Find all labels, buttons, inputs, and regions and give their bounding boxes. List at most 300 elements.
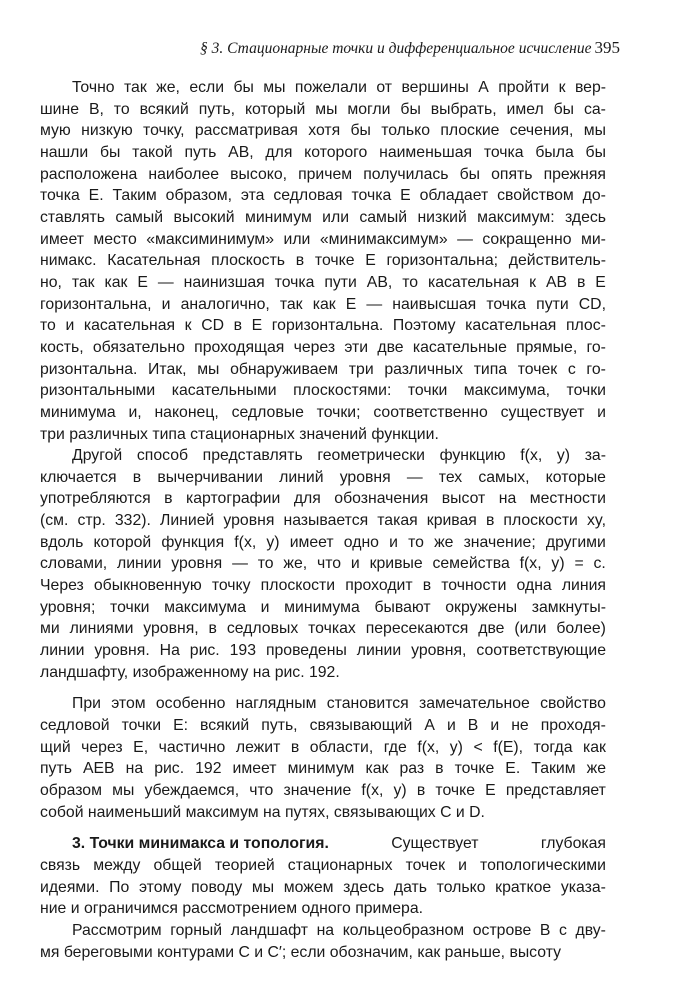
text-line [40, 597, 606, 619]
word: и [254, 943, 268, 961]
word: представляет [505, 782, 606, 799]
word: способ [136, 447, 189, 465]
word: то [402, 273, 419, 291]
word: нимакс. [40, 252, 97, 270]
word: и [161, 295, 171, 313]
word: место [93, 230, 137, 248]
word: путях, [284, 803, 334, 821]
word: B [539, 921, 551, 939]
word: минимум [287, 760, 355, 778]
word: лежит [235, 738, 281, 756]
word: f(x, [520, 447, 543, 465]
word: этому [138, 878, 182, 896]
word: топологическими [480, 856, 606, 874]
word: xy, [586, 512, 606, 530]
word: ключается [40, 468, 117, 486]
text-line [40, 715, 606, 737]
text-line [40, 942, 606, 964]
word: не [511, 717, 529, 735]
word: уровня [171, 555, 223, 573]
text-line [40, 207, 606, 229]
word: — [232, 555, 248, 573]
word: геометрически [317, 447, 425, 465]
word: проходящая [194, 338, 285, 356]
word: f(x, [519, 555, 542, 573]
word: но, [40, 273, 62, 291]
word: мы [251, 878, 275, 896]
word: мы [112, 782, 135, 799]
word: минимум [244, 208, 312, 226]
text-line [40, 445, 606, 467]
word: горный [170, 921, 223, 939]
word: ми- [580, 230, 606, 248]
word: которые [545, 468, 606, 486]
word: соответственно [373, 403, 488, 421]
word: точки [110, 598, 150, 616]
word: CD [201, 317, 225, 335]
word: убеждаемся, [144, 782, 240, 799]
word: самый [115, 208, 164, 226]
word: области, [309, 738, 374, 756]
word: или [283, 230, 311, 248]
word: касательными [171, 382, 277, 400]
word: бы [585, 143, 606, 161]
word: y) [449, 738, 463, 756]
word: поводу [191, 878, 243, 896]
word: то [40, 317, 56, 335]
word: значение [283, 782, 352, 799]
word: касательная [427, 273, 520, 291]
word: которого [304, 143, 368, 161]
word: y) [266, 533, 280, 551]
word: A [478, 79, 489, 96]
text-line [40, 402, 606, 424]
word: высоко, [230, 165, 287, 183]
word: теорией [214, 856, 275, 874]
word: выбрать, [430, 100, 497, 118]
word: 192 [195, 760, 222, 778]
word: здесь [343, 878, 385, 896]
word: вычерчивании [157, 468, 263, 486]
word: к [529, 273, 537, 291]
word: и, [128, 403, 142, 421]
word: касательная [83, 317, 176, 335]
word: здесь [564, 208, 606, 226]
word: функции. [371, 425, 439, 443]
paragraph-p5 [40, 920, 606, 963]
word: мую [40, 122, 71, 140]
word: могли [347, 100, 391, 118]
word: другими [545, 533, 606, 551]
word: плоскостями: [293, 382, 392, 400]
word: уровня; [40, 598, 96, 616]
word: и [65, 317, 75, 335]
word: с [567, 360, 576, 378]
word: хотя [308, 122, 341, 140]
word: в [416, 782, 426, 799]
word: с [559, 921, 567, 939]
text-line [40, 898, 606, 920]
word: проходит [345, 577, 413, 595]
word: мы [263, 79, 286, 96]
text-line [40, 315, 606, 337]
word: такой [132, 143, 173, 161]
word: Таким [531, 760, 576, 778]
word: ландшафт [230, 921, 308, 939]
text-line [40, 833, 606, 855]
word: мы [197, 360, 220, 378]
word: что [317, 555, 342, 573]
word: в [435, 760, 444, 778]
word: особенно [155, 695, 226, 713]
word: точек [405, 856, 445, 874]
word: бы [459, 165, 481, 183]
word: картографии [186, 490, 281, 508]
word: называется [283, 512, 369, 530]
word: седловые [231, 403, 304, 421]
word: — [457, 230, 473, 248]
word: пройти [498, 79, 550, 96]
word: раньше, [444, 943, 510, 961]
word: рис. [189, 642, 220, 660]
word: опять [491, 165, 533, 183]
word: Итак, [148, 360, 187, 378]
word: стационарных [287, 856, 393, 874]
word: E [365, 252, 376, 270]
word: го- [586, 338, 606, 356]
word: самых, [478, 468, 530, 486]
word: седловой [40, 717, 110, 735]
word: касательная [465, 317, 557, 335]
word: E. [88, 187, 104, 205]
word: наивысшая [392, 295, 477, 313]
word: A [424, 717, 435, 735]
word: вершины [401, 79, 469, 96]
word: са- [583, 100, 606, 118]
word: раз [399, 760, 425, 778]
word: общей [153, 856, 202, 874]
word: частично [158, 738, 226, 756]
word: Поэтому [392, 317, 456, 335]
word: тех [438, 468, 463, 486]
word: так [71, 273, 95, 291]
word: линии [356, 642, 402, 660]
word: на [125, 760, 144, 778]
word: для [293, 490, 321, 508]
word: различных [69, 425, 153, 443]
word: кольцеобразном [342, 921, 465, 939]
word: точка [40, 187, 80, 205]
word: на [263, 803, 285, 821]
word: По [109, 878, 130, 896]
word: c. [593, 555, 606, 573]
paragraph-p3 [40, 693, 606, 823]
word: бывают [374, 598, 431, 616]
text-line [40, 250, 606, 272]
word: для [265, 143, 293, 161]
word: ландшафту, [40, 663, 133, 681]
word: в [132, 468, 142, 486]
text-line [40, 185, 606, 207]
word: горизонтальна, [40, 295, 152, 313]
text-line [40, 532, 606, 554]
text-line [40, 758, 606, 780]
word: уровня. [94, 642, 150, 660]
word: или [322, 208, 350, 226]
word: так [124, 79, 147, 96]
word: всякий [200, 717, 250, 735]
word: и [389, 533, 398, 551]
word: точки; [316, 403, 361, 421]
word: которой [93, 533, 152, 551]
word: ми [40, 620, 60, 638]
word: же, [156, 79, 180, 96]
word: от [376, 79, 393, 96]
word: в [295, 252, 305, 270]
word: только [436, 878, 486, 896]
word: была [535, 143, 574, 161]
word: E: [173, 717, 188, 735]
word: имеет [289, 533, 334, 551]
word: и [458, 856, 467, 874]
word: и [260, 598, 270, 616]
text-line [40, 77, 606, 99]
word: одного [301, 900, 356, 918]
word: и [70, 900, 84, 918]
word: минимума [40, 403, 116, 421]
word: где [383, 738, 407, 756]
word: становится [326, 695, 409, 713]
word: на [252, 663, 275, 681]
word: Касательная [107, 252, 201, 270]
word: две [377, 338, 404, 356]
paragraph-gap [40, 823, 606, 833]
word: бы [100, 143, 121, 161]
paragraph-p1 [40, 77, 606, 445]
word: действитель- [508, 252, 606, 270]
word: плос- [565, 317, 606, 335]
word: высот [441, 490, 486, 508]
text-line [40, 662, 606, 684]
word: линий [279, 468, 324, 486]
word: в [164, 490, 173, 508]
paragraph-p2 [40, 445, 606, 683]
word: всякий [139, 100, 189, 118]
word: рис. [154, 760, 185, 778]
word: D. [469, 803, 485, 821]
word: < [473, 738, 483, 756]
word: в [485, 512, 495, 530]
word: замечательное [418, 695, 530, 713]
text-line [40, 380, 606, 402]
word: высоту [509, 943, 562, 961]
word: уровня, [143, 620, 199, 638]
word: связывающих [333, 803, 441, 821]
word: если [189, 79, 225, 96]
word: контурами [157, 943, 239, 961]
word: плоские [440, 122, 500, 140]
word: E [137, 273, 148, 291]
word: местности [529, 490, 606, 508]
word: точности [441, 577, 507, 595]
word: пути [324, 273, 357, 291]
word: f(x, [361, 782, 384, 799]
word: точка [486, 295, 527, 313]
word: наиболее [148, 165, 220, 183]
word: береговыми [63, 943, 158, 961]
word: бы [233, 79, 254, 96]
text-line [40, 553, 606, 575]
word: в [576, 273, 586, 291]
word: C [440, 803, 456, 821]
word: плоскости [260, 577, 336, 595]
word: E [345, 295, 357, 313]
word: 192. [308, 663, 340, 681]
word: и [350, 555, 360, 573]
word: имеет [40, 230, 84, 248]
word: стационарных [190, 425, 300, 443]
word: который [244, 100, 306, 118]
word: — [406, 468, 423, 486]
word: точках [308, 620, 356, 638]
word: прямые, [516, 338, 578, 356]
word: образом [40, 782, 102, 799]
word: рассматривая [194, 122, 298, 140]
text-line [40, 99, 606, 121]
word: то [257, 555, 274, 573]
word: линии [117, 555, 162, 573]
word: проходя- [540, 717, 606, 735]
word: — [366, 295, 383, 313]
word: представлять [202, 447, 303, 465]
word: мы [583, 122, 606, 140]
body-text [40, 77, 606, 963]
word: путь, [261, 717, 298, 735]
word: ставлять [40, 208, 106, 226]
word: прежняя [543, 165, 606, 183]
word: и [455, 803, 470, 821]
word: соответствующие [476, 642, 606, 660]
word: ризонтальна. [40, 360, 138, 378]
word: щий [40, 738, 71, 756]
text-line [40, 294, 606, 316]
text-line [40, 424, 606, 446]
text-line [40, 855, 606, 877]
word: го- [586, 360, 606, 378]
text-line [40, 164, 606, 186]
word: обязательно [92, 338, 185, 356]
word: к [558, 79, 566, 96]
word: точка [351, 187, 392, 205]
word: бы [553, 100, 575, 118]
word: седловых [226, 620, 299, 638]
word: уровня [339, 468, 391, 486]
word: точке [454, 760, 495, 778]
word: имеет [232, 760, 277, 778]
word: E. [505, 760, 521, 778]
word: CD, [578, 295, 606, 313]
word: как [365, 760, 389, 778]
word: f(x, [417, 738, 440, 756]
word: что [249, 782, 274, 799]
word: f(E), [493, 738, 524, 756]
word: мы [315, 100, 338, 118]
word: только [381, 122, 431, 140]
word: значение; [463, 533, 536, 551]
word: окружены [445, 598, 518, 616]
word: дать [393, 878, 427, 896]
word: максимум [185, 803, 264, 821]
word: AB, [228, 143, 254, 161]
word: линия [561, 577, 606, 595]
word: эти [344, 338, 369, 356]
paragraph-gap [40, 683, 606, 693]
word: C [238, 943, 255, 961]
text-line [40, 120, 606, 142]
word: обнаруживаем [230, 360, 339, 378]
word: существует [500, 403, 585, 421]
word: E [251, 317, 263, 335]
word: замкнуты- [531, 598, 606, 616]
word: точки [121, 717, 162, 735]
word: касательные [412, 338, 507, 356]
word: то [408, 533, 424, 551]
word: примера. [355, 900, 423, 918]
word: точка [483, 143, 524, 161]
word: пересекаются [365, 620, 469, 638]
word: точку [211, 577, 251, 595]
word: Существует [391, 835, 479, 853]
word: линии [40, 642, 85, 660]
word: мя [40, 943, 64, 961]
word: ние [40, 900, 71, 918]
word: (см. [40, 512, 69, 530]
word: y) [551, 555, 565, 573]
word: наименьший [87, 803, 186, 821]
word: Точно [72, 79, 115, 96]
word: на [316, 921, 335, 939]
word: к [184, 317, 192, 335]
word: если [290, 943, 330, 961]
word: пути [536, 295, 569, 313]
word: AB [545, 273, 568, 291]
word: точки [566, 382, 606, 400]
word: стр. [77, 512, 106, 530]
word: две [478, 620, 505, 638]
word: вер- [574, 79, 606, 96]
word: изображенному [132, 663, 253, 681]
word: высокий [173, 208, 235, 226]
word: более) [556, 620, 606, 638]
word: в [208, 620, 217, 638]
paragraph-p4 [40, 833, 606, 920]
word: максимума, [463, 382, 551, 400]
word: словами, [40, 555, 108, 573]
word: одна [516, 577, 552, 595]
word: E [485, 782, 496, 799]
word: обладает [419, 187, 489, 205]
word: путь, [198, 100, 236, 118]
word: как [312, 295, 336, 313]
word: свойством [497, 187, 574, 205]
text-line [40, 802, 606, 824]
word: шине [40, 100, 80, 118]
word: Через [40, 577, 84, 595]
word: низкий [417, 208, 467, 226]
word: значений [299, 425, 372, 443]
word: получилась [363, 165, 449, 183]
word: уровня, [411, 642, 467, 660]
